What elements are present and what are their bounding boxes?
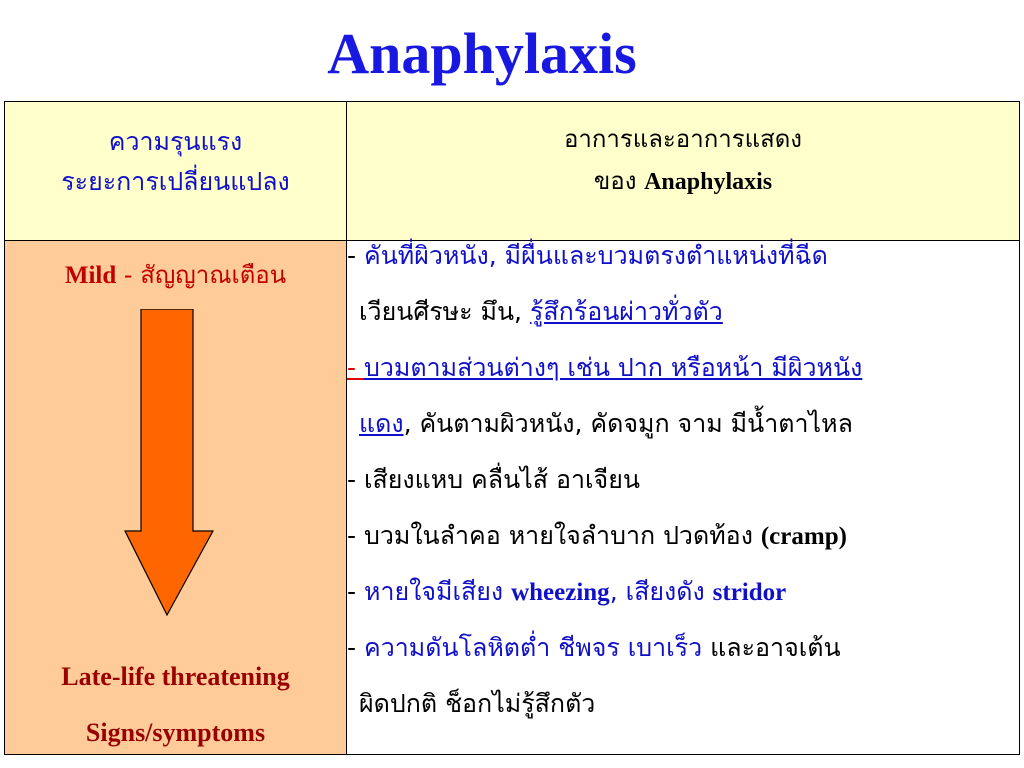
symptom-text-latin: (cramp) — [760, 523, 847, 550]
symptom-text-underlined: บวมตามส่วนต่างๆ เช่น ปาก หรือหน้า มีผิวหนัง — [363, 353, 863, 382]
symptom-text: หายใจมีเสียง — [363, 577, 512, 606]
symptom-text: ผิดปกติ ช็อกไม่รู้สึกตัว — [359, 689, 596, 718]
mild-latin: Mild — [64, 262, 117, 289]
symptom-line-1 — [347, 241, 1019, 297]
mild-label — [5, 255, 346, 294]
symptom-text-underlined: แดง — [359, 409, 404, 438]
mild-thai: สัญญาณเตือน — [140, 261, 287, 289]
header-symptoms-anaphylaxis: Anaphylaxis — [644, 169, 773, 195]
header-severity-line1: ความรุนแรง — [108, 127, 243, 156]
symptom-line-4 — [347, 409, 1019, 465]
symptom-line-5 — [347, 465, 1019, 521]
symptom-text-latin: stridor — [712, 579, 787, 606]
down-arrow-icon — [123, 309, 219, 619]
header-symptoms-line1: อาการและอาการแสดง — [563, 125, 803, 153]
symptom-text: คันที่ผิวหนัง, มีผื่นและบวมตรงตำแหน่งที่ฉีด — [363, 241, 828, 270]
symptom-text: เวียนศีรษะ มึน, — [359, 297, 530, 326]
late-label — [5, 649, 346, 761]
anaphylaxis-table — [4, 101, 1020, 755]
symptom-text: ความดันโลหิตต่ำ ชีพจร เบาเร็ว — [363, 633, 703, 662]
dash: - — [347, 633, 364, 662]
header-symptoms-of: ของ — [593, 167, 637, 195]
symptom-text: - เสียงแหบ คลื่นไส้ อาเจียน — [347, 465, 640, 494]
header-symptoms — [347, 102, 1020, 241]
slide-title: Anaphylaxis — [327, 21, 637, 86]
symptom-text: , เสียงดัง — [609, 577, 713, 606]
symptoms-column — [347, 241, 1020, 755]
severity-column — [5, 241, 347, 755]
header-severity — [5, 102, 347, 241]
symptom-text-underlined: รู้สึกร้อนผ่าวทั่วตัว — [529, 297, 723, 326]
dash: - — [347, 241, 364, 270]
header-symptoms-line2 — [347, 160, 1019, 203]
late-line2: Signs/symptoms — [85, 718, 266, 747]
mild-dash: - — [116, 261, 141, 289]
symptom-text-latin: wheezing — [511, 579, 610, 606]
symptom-line-6 — [347, 521, 1019, 577]
symptom-line-9 — [347, 689, 1019, 745]
symptom-line-7 — [347, 577, 1019, 633]
symptom-line-8 — [347, 633, 1019, 689]
header-severity-line2: ระยะการเปลี่ยนแปลง — [61, 167, 290, 196]
symptom-text: และอาจเต้น — [702, 633, 841, 662]
symptom-line-3 — [347, 353, 1019, 409]
late-line1: Late-life threatening — [61, 662, 290, 691]
dash: - — [347, 577, 364, 606]
symptom-text: , คันตามผิวหนัง, คัดจมูก จาม มีน้ำตาไหล — [403, 409, 853, 438]
dash: - — [347, 353, 364, 382]
symptom-text: - บวมในลำคอ หายใจลำบาก ปวดท้อง — [347, 521, 761, 550]
symptom-line-2 — [347, 297, 1019, 353]
